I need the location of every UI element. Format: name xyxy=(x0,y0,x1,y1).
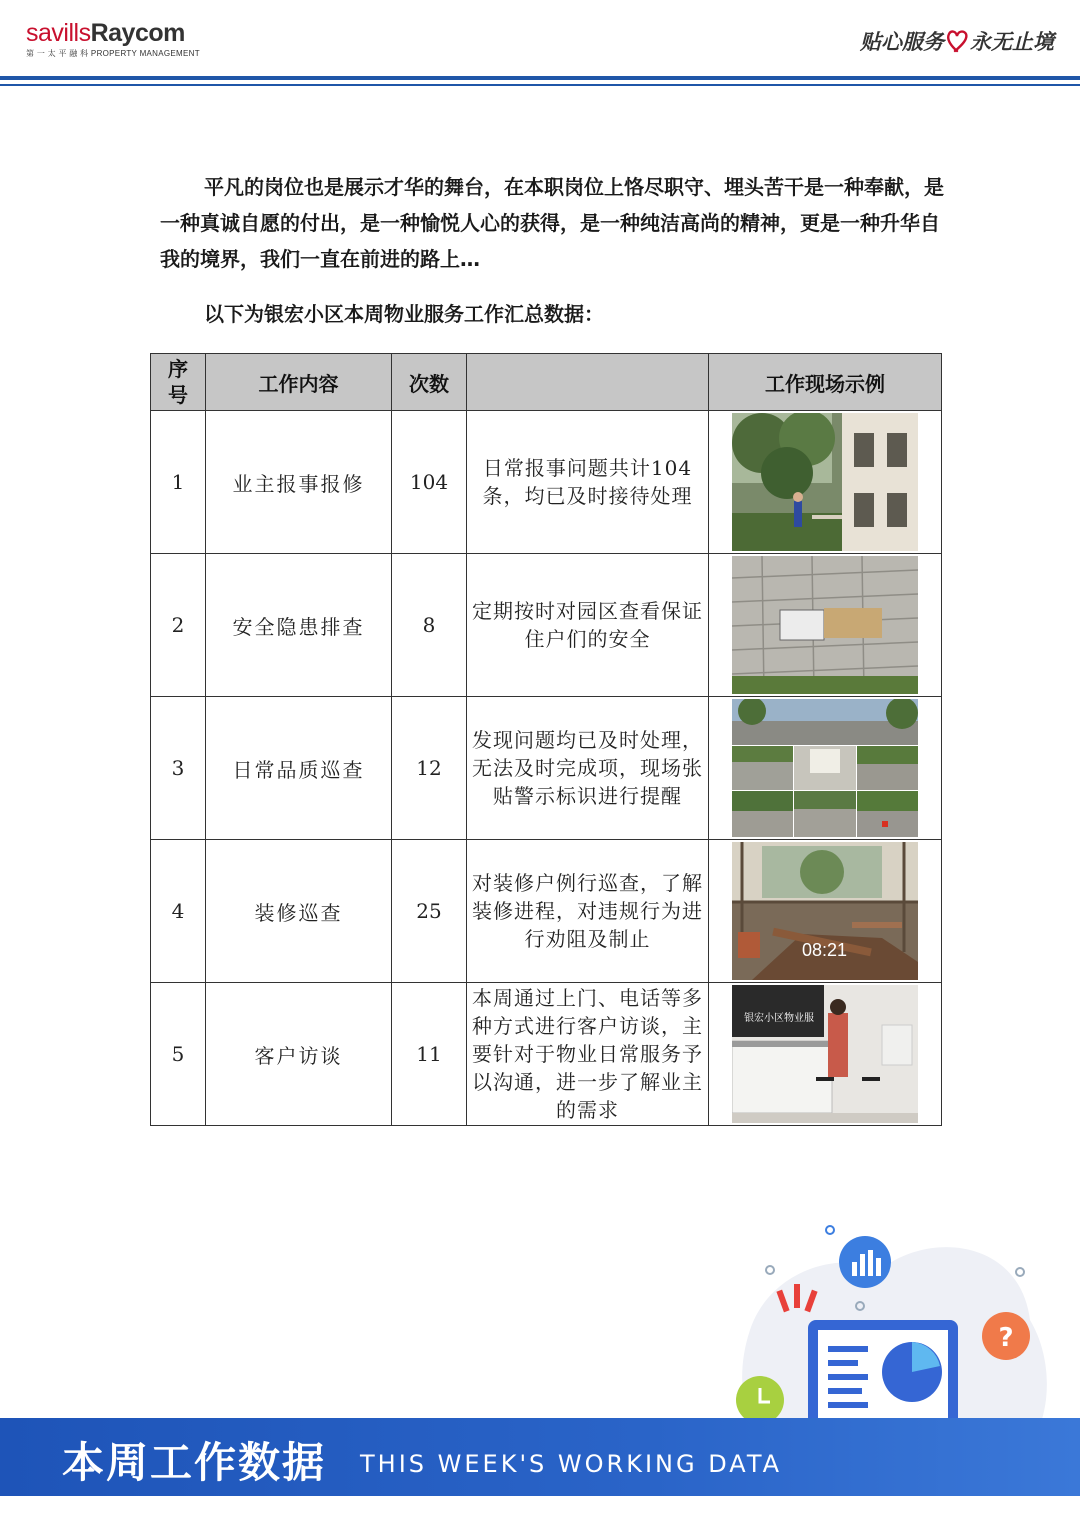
summary-line: 以下为银宏小区本周物业服务工作汇总数据： xyxy=(204,302,604,326)
row-photo-cell xyxy=(709,983,942,1126)
row-photo-cell xyxy=(709,697,942,840)
table-row xyxy=(151,411,942,554)
table-header-row xyxy=(151,354,942,411)
row-count: 104 xyxy=(392,411,467,554)
row-seq: 5 xyxy=(151,983,206,1126)
service-desk-photo xyxy=(732,985,918,1123)
header-rule-thin xyxy=(0,84,1080,86)
row-content: 日常品质巡查 xyxy=(206,697,392,840)
company-logo xyxy=(26,20,200,59)
header-rule-thick xyxy=(0,76,1080,80)
row-seq: 2 xyxy=(151,554,206,697)
header-seq: 序号 xyxy=(151,354,206,411)
row-count: 8 xyxy=(392,554,467,697)
row-content: 装修巡查 xyxy=(206,840,392,983)
row-seq: 1 xyxy=(151,411,206,554)
row-content: 业主报事报修 xyxy=(206,411,392,554)
table-row xyxy=(151,983,942,1126)
table-row xyxy=(151,697,942,840)
row-count: 12 xyxy=(392,697,467,840)
logo-raycom: Raycom xyxy=(90,19,185,47)
row-content: 客户访谈 xyxy=(206,983,392,1126)
row-desc: 定期按时对园区查看保证住户们的安全 xyxy=(467,554,709,697)
logo-subtitle: 第 一 太 平 融 科 PROPERTY MANAGEMENT xyxy=(26,49,200,58)
slogan-right: 永无止境 xyxy=(970,29,1054,54)
svg-text:?: ? xyxy=(998,1323,1014,1353)
row-seq: 4 xyxy=(151,840,206,983)
intro-paragraph: 平凡的岗位也是展示才华的舞台，在本职岗位上恪尽职守、埋头苦干是一种奉献，是一种真诚自愿的付出，是一种愉悦人心的获得，是一种纯洁高尚的精神，更是一种升华自我的境界，我们一直在前进的路上… xyxy=(160,175,944,271)
courtyard-building-photo xyxy=(732,413,918,551)
banner-title-en: THIS WEEK'S WORKING DATA xyxy=(360,1450,783,1478)
table-row xyxy=(151,840,942,983)
header-content: 工作内容 xyxy=(206,354,392,411)
wall-box-photo xyxy=(732,556,918,694)
slogan xyxy=(860,26,1054,56)
header-desc xyxy=(467,354,709,411)
table-row xyxy=(151,554,942,697)
row-content: 安全隐患排查 xyxy=(206,554,392,697)
row-count: 25 xyxy=(392,840,467,983)
work-summary-table xyxy=(150,353,942,1126)
banner-title-cn: 本周工作数据 xyxy=(62,1438,327,1487)
row-count: 11 xyxy=(392,983,467,1126)
row-photo-cell xyxy=(709,554,942,697)
row-photo-cell xyxy=(709,411,942,554)
photo-timestamp: 08:21 xyxy=(802,940,848,960)
header-example: 工作现场示例 xyxy=(709,354,942,411)
header-count: 次数 xyxy=(392,354,467,411)
slogan-left: 贴心服务 xyxy=(860,29,944,54)
row-seq: 3 xyxy=(151,697,206,840)
row-desc: 本周通过上门、电话等多种方式进行客户访谈，主要针对于物业日常服务予以沟通，进一步了解业主的需求 xyxy=(467,983,709,1126)
row-desc: 发现问题均已及时处理，无法及时完成项，现场张贴警示标识进行提醒 xyxy=(467,697,709,840)
logo-savills: savills xyxy=(26,19,91,47)
heart-icon xyxy=(946,29,968,53)
row-photo-cell xyxy=(709,840,942,983)
row-desc: 日常报事问题共计104条，均已及时接待处理 xyxy=(467,411,709,554)
road-inspection-collage xyxy=(732,699,918,837)
photo-sign: 银宏小区物业服 xyxy=(744,1013,814,1024)
row-desc: 对装修户例行巡查，了解装修进程，对违规行为进行劝阻及制止 xyxy=(467,840,709,983)
renovation-site-photo xyxy=(732,842,918,980)
